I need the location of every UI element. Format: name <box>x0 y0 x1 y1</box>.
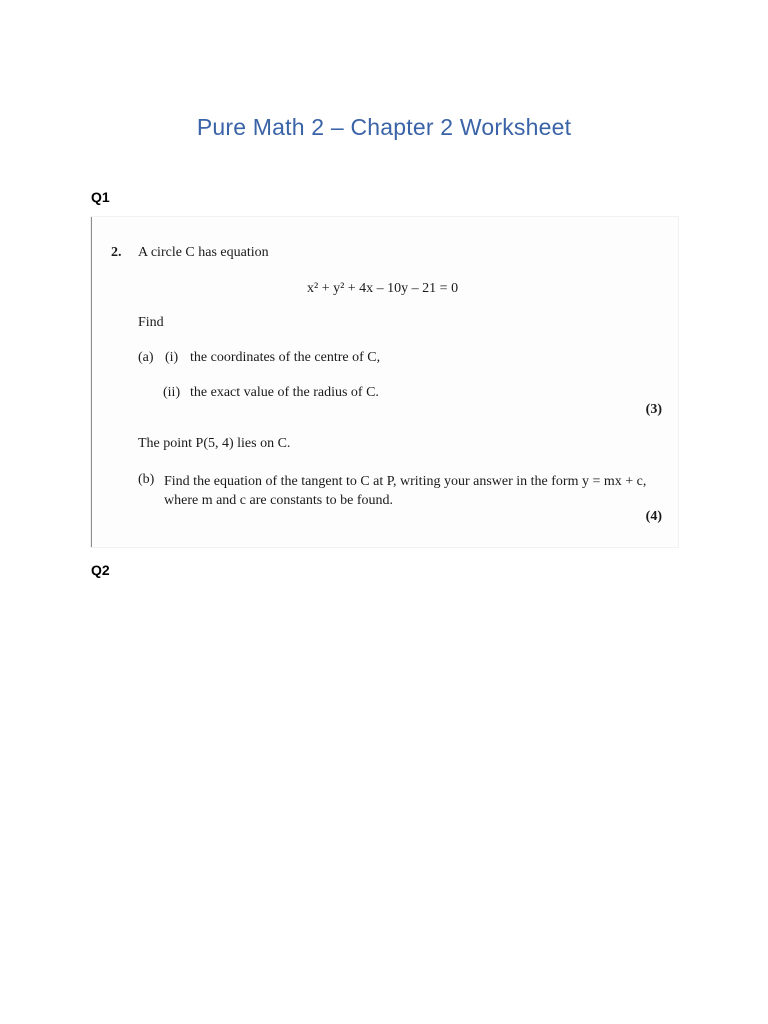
worksheet-title: Pure Math 2 – Chapter 2 Worksheet <box>196 114 572 140</box>
point-statement: The point P(5, 4) lies on C. <box>138 436 291 451</box>
part-a-ii-label: (ii) <box>163 385 181 400</box>
question-stem: A circle C has equation <box>138 245 269 260</box>
part-a-i-label: (i) <box>165 350 179 365</box>
part-b-line-2: where m and c are constants to be found. <box>164 493 393 508</box>
question-1-image <box>91 217 678 547</box>
circle-equation: x² + y² + 4x – 10y – 21 = 0 <box>307 281 459 296</box>
part-b-line-1: Find the equation of the tangent to C at P, writing your answer in the form y = mx + c, <box>164 474 647 489</box>
part-b-text <box>164 472 646 510</box>
part-b-marks: (4) <box>645 509 662 524</box>
part-a-label: (a) <box>138 350 154 365</box>
question-1-label: Q1 <box>91 189 110 205</box>
question-number: 2. <box>111 245 122 260</box>
find-instruction: Find <box>138 315 164 330</box>
question-2-label: Q2 <box>91 562 110 578</box>
part-a-ii-text: the exact value of the radius of C. <box>190 385 379 400</box>
part-a-i-text: the coordinates of the centre of C, <box>190 350 381 365</box>
part-a-marks: (3) <box>645 402 662 417</box>
part-b-label: (b) <box>138 472 155 487</box>
